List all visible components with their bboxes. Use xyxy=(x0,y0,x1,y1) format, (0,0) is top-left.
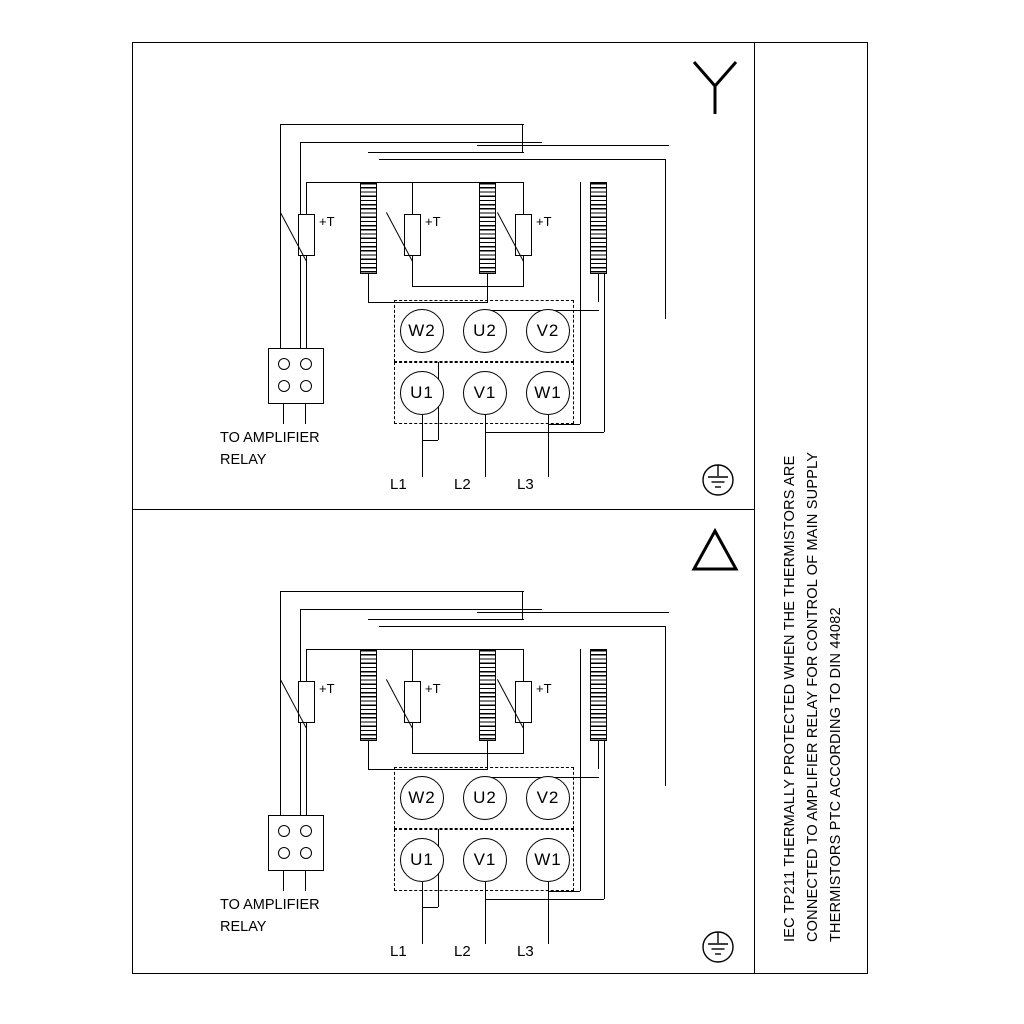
terminal-dot xyxy=(278,380,290,392)
terminal-dot xyxy=(300,825,312,837)
terminal-v2: V2 xyxy=(526,776,570,820)
wire-segment xyxy=(548,424,580,425)
wire-segment xyxy=(522,124,523,152)
ptc-label-2: +T xyxy=(425,681,441,696)
wire-segment xyxy=(280,124,281,358)
wire-segment xyxy=(412,182,413,214)
earth-ground-icon xyxy=(694,458,742,507)
wire-segment xyxy=(485,415,486,477)
amplifier-terminal-block xyxy=(268,348,324,404)
wire-segment xyxy=(368,741,369,769)
ptc-label-3: +T xyxy=(536,681,552,696)
terminal-w1: W1 xyxy=(526,838,570,882)
terminal-w1: W1 xyxy=(526,371,570,415)
wire-segment xyxy=(306,723,307,815)
wire-segment xyxy=(422,882,423,944)
wire-segment xyxy=(665,159,666,319)
terminal-dot xyxy=(278,847,290,859)
ptc-thermistor-3 xyxy=(515,681,532,723)
wire-segment xyxy=(280,124,524,125)
wire-segment xyxy=(306,182,307,214)
ptc-label-2: +T xyxy=(425,214,441,229)
terminal-dot xyxy=(278,358,290,370)
terminal-u2: U2 xyxy=(463,309,507,353)
wire-segment xyxy=(306,256,307,348)
wire-segment xyxy=(422,907,438,908)
wire-segment xyxy=(422,415,423,477)
terminal-w2: W2 xyxy=(400,309,444,353)
note-column xyxy=(754,42,868,974)
phase-label-l2: L2 xyxy=(454,943,471,960)
wire-segment xyxy=(379,159,665,160)
terminal-u1: U1 xyxy=(400,838,444,882)
terminal-u2: U2 xyxy=(463,776,507,820)
wire-segment xyxy=(412,286,524,287)
wire-segment xyxy=(523,182,524,214)
wire-segment xyxy=(580,182,581,424)
delta-connection-panel xyxy=(132,509,754,976)
wire-segment xyxy=(485,882,486,944)
ptc-thermistor-2 xyxy=(404,214,421,256)
wire-segment xyxy=(305,871,306,891)
ptc-thermistor-3 xyxy=(515,214,532,256)
wire-segment xyxy=(376,619,524,620)
terminal-w2: W2 xyxy=(400,776,444,820)
note-line-2: CONNECTED TO AMPLIFIER RELAY FOR CONTROL OF MAIN SUPPLY xyxy=(805,451,821,942)
wire-segment xyxy=(280,591,524,592)
ptc-label-3: +T xyxy=(536,214,552,229)
wire-segment xyxy=(283,404,284,424)
wye-symbol xyxy=(688,58,742,121)
terminal-v1: V1 xyxy=(463,838,507,882)
ptc-thermistor-1 xyxy=(298,681,315,723)
phase-label-l1: L1 xyxy=(390,476,407,493)
terminal-dot xyxy=(278,825,290,837)
wire-segment xyxy=(477,145,669,146)
wire-segment xyxy=(487,274,488,302)
wire-segment xyxy=(376,152,524,153)
winding-w xyxy=(360,182,377,274)
wire-segment xyxy=(306,649,307,681)
ptc-thermistor-2 xyxy=(404,681,421,723)
wire-segment xyxy=(604,274,605,432)
wire-segment xyxy=(487,741,488,769)
wire-segment xyxy=(412,753,524,754)
phase-label-l2: L2 xyxy=(454,476,471,493)
wire-segment xyxy=(485,432,604,433)
amplifier-terminal-block xyxy=(268,815,324,871)
wire-segment xyxy=(598,274,599,302)
phase-label-l3: L3 xyxy=(517,943,534,960)
wire-segment xyxy=(523,649,524,681)
earth-ground-icon xyxy=(694,925,742,974)
wire-segment xyxy=(665,626,666,786)
winding-v xyxy=(590,649,607,741)
wire-segment xyxy=(522,591,523,619)
winding-w xyxy=(360,649,377,741)
terminal-dot xyxy=(300,847,312,859)
winding-v xyxy=(590,182,607,274)
terminal-dot xyxy=(300,380,312,392)
note-line-3: THERMISTORS PTC ACCORDING TO DIN 44082 xyxy=(828,607,844,942)
wire-segment xyxy=(477,612,669,613)
wire-segment xyxy=(604,741,605,899)
wire-segment xyxy=(379,626,665,627)
wire-segment xyxy=(283,871,284,891)
star-connection-panel xyxy=(132,42,754,509)
terminal-u1: U1 xyxy=(400,371,444,415)
amplifier-relay-label-line1: TO AMPLIFIER xyxy=(220,430,320,446)
amplifier-relay-label-line1: TO AMPLIFIER xyxy=(220,897,320,913)
ptc-label-1: +T xyxy=(319,681,335,696)
wire-segment xyxy=(412,649,413,681)
terminal-dot xyxy=(300,358,312,370)
wire-segment xyxy=(548,891,580,892)
phase-label-l3: L3 xyxy=(517,476,534,493)
wire-segment xyxy=(280,591,281,825)
wire-segment xyxy=(300,609,542,610)
wire-segment xyxy=(422,440,438,441)
phase-label-l1: L1 xyxy=(390,943,407,960)
terminal-v1: V1 xyxy=(463,371,507,415)
delta-symbol xyxy=(688,525,742,582)
wire-segment xyxy=(580,649,581,891)
wire-segment xyxy=(368,619,378,620)
wire-segment xyxy=(368,274,369,302)
wire-segment xyxy=(305,404,306,424)
wire-segment xyxy=(300,142,542,143)
winding-u xyxy=(479,182,496,274)
terminal-v2: V2 xyxy=(526,309,570,353)
wire-segment xyxy=(598,741,599,769)
ptc-thermistor-1 xyxy=(298,214,315,256)
winding-u xyxy=(479,649,496,741)
wire-segment xyxy=(368,152,378,153)
ptc-label-1: +T xyxy=(319,214,335,229)
amplifier-relay-label-line2: RELAY xyxy=(220,919,267,935)
note-line-1: IEC TP211 THERMALLY PROTECTED WHEN THE THERMISTORS ARE xyxy=(782,455,798,942)
wire-segment xyxy=(485,899,604,900)
amplifier-relay-label-line2: RELAY xyxy=(220,452,267,468)
